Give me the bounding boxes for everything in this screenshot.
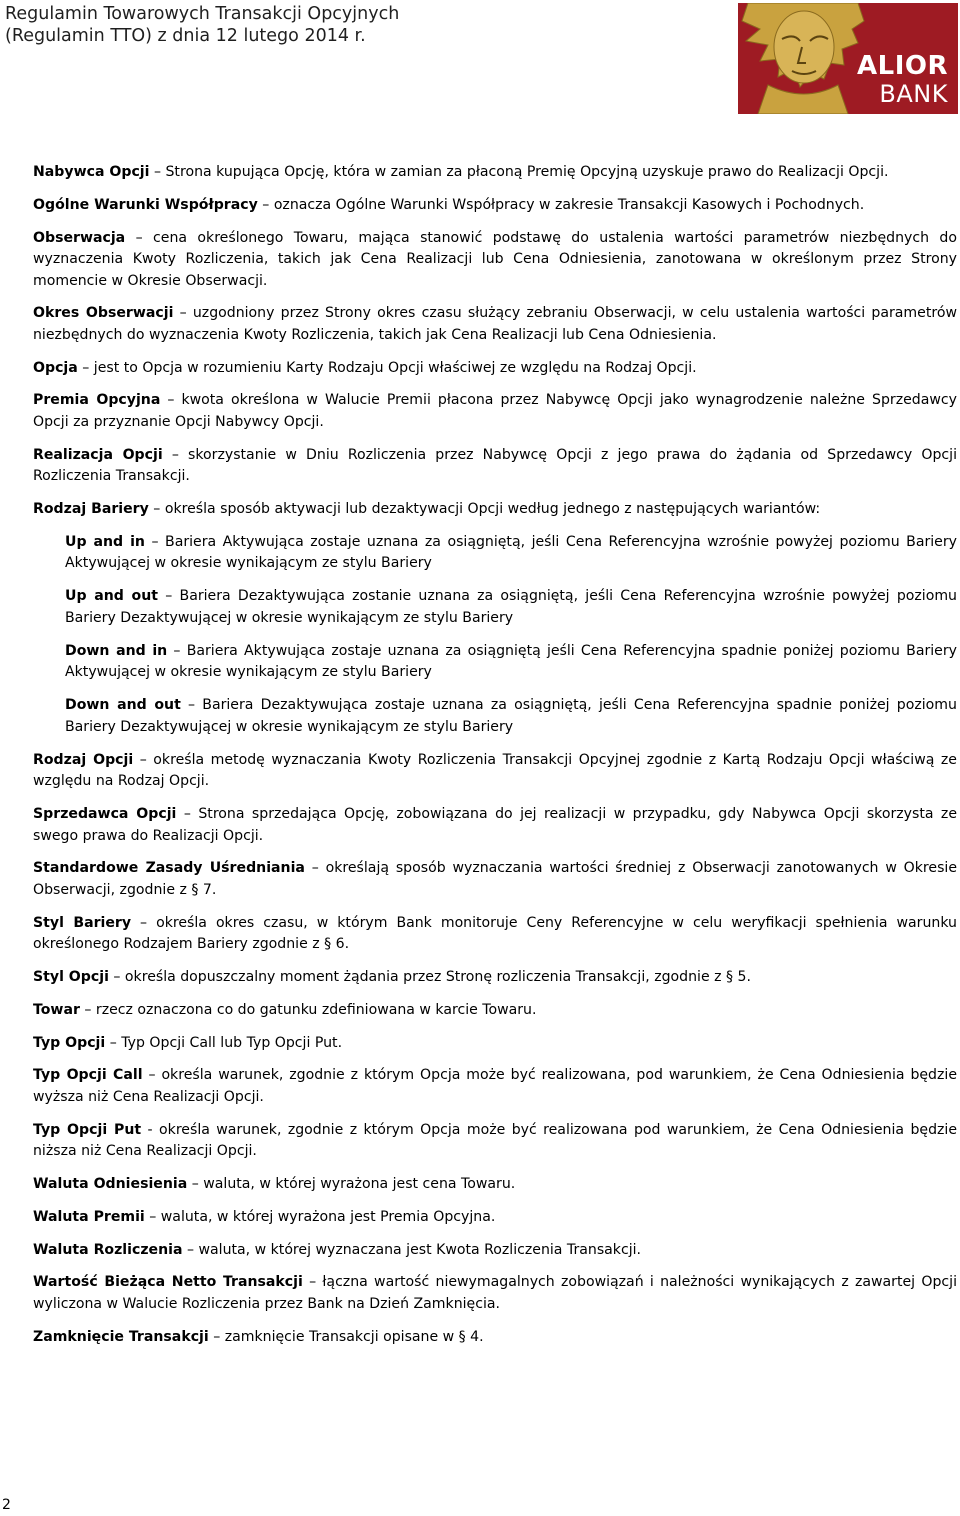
definition-separator: – (105, 1034, 122, 1051)
definition-text: Bariera Aktywująca zostaje uznana za osiągniętą, jeśli Cena Referencyjna wzrośnie powyżej poziomu Bariery Aktywującej w okresie wynikającym ze stylu Bariery (65, 533, 957, 572)
definition-text: określa okres czasu, w którym Bank monitoruje Ceny Referencyjne w celu weryfikacji spełnienia warunku określonego Rodzajem Bariery zgodnie z § 6. (33, 914, 957, 953)
definition-separator: – (162, 446, 189, 463)
definition-item (33, 358, 957, 380)
definition-item (33, 303, 957, 346)
definition-text: Bariera Dezaktywująca zostaje uznana za osiągniętą, jeśli Cena Referencyjna spadnie poniżej poziomu Bariery Dezaktywującej w okresie wynikającym ze stylu Bariery (65, 697, 957, 735)
definition-separator: – (176, 806, 199, 823)
definition-separator: – (208, 1328, 225, 1345)
definition-item (33, 967, 957, 989)
definition-text: uzgodniony przez Strony okres czasu służący zebraniu Obserwacji, w celu ustalenia wartości parametrów niezbędnych do wyznaczenia Kwoty Rozliczenia, takich jak Cena Realizacji lub Cena Odniesienia. (33, 305, 957, 343)
page-number: 2 (2, 1497, 11, 1513)
definition-separator: – (77, 359, 94, 376)
definition-item (33, 162, 957, 184)
barrier-variant-item (65, 641, 957, 684)
definition-separator: – (108, 969, 125, 986)
definition-separator: – (182, 1241, 199, 1258)
definition-separator: – (131, 914, 157, 931)
definition-separator: – (187, 1176, 204, 1193)
definition-item (33, 1240, 957, 1262)
definition-text: określa metodę wyznaczania Kwoty Rozliczenia Transakcji Opcyjnej zgodnie z Kartą Rodzaju Opcji właściwą ze względu na Rodzaj Opcji. (33, 751, 957, 790)
definition-separator: – (157, 588, 180, 605)
definition-term: Typ Opcji (33, 1034, 106, 1051)
definition-term: Up and out (65, 588, 158, 605)
definition-text: określa warunek, zgodnie z którym Opcja może być realizowana, pod warunkiem, że Cena Odniesienia będzie wyższa niż Cena Realizacji Opcji. (33, 1067, 957, 1105)
definition-term: Zamknięcie Transakcji (33, 1328, 209, 1345)
definition-term: Waluta Rozliczenia (33, 1241, 183, 1258)
definition-term: Okres Obserwacji (33, 305, 174, 322)
definition-term: Rodzaj Bariery (33, 501, 149, 518)
definitions-list (33, 162, 957, 1360)
definition-text: jest to Opcja w rozumieniu Karty Rodzaju Opcji właściwej ze względu na Rodzaj Opcji. (93, 359, 697, 376)
header-title-line-1: Regulamin Towarowych Transakcji Opcyjnych (5, 4, 400, 24)
definition-text: Typ Opcji Call lub Typ Opcji Put. (121, 1034, 343, 1051)
definition-separator: – (144, 533, 166, 550)
definition-term: Waluta Premii (33, 1208, 145, 1225)
definition-term: Nabywca Opcji (33, 164, 150, 180)
definition-item (33, 228, 957, 293)
definition-separator: – (302, 1274, 323, 1291)
definition-text: Strona sprzedająca Opcję, zobowiązana do jej realizacji w przypadku, gdy Nabywca Opcji skorzysta ze swego prawa do Realizacji Opcji. (33, 806, 957, 844)
alior-bank-logo (738, 3, 958, 114)
definition-item (33, 1000, 957, 1022)
definition-item (33, 1033, 957, 1055)
definition-item (33, 750, 957, 793)
definition-term: Realizacja Opcji (33, 446, 163, 463)
definition-item (33, 1207, 957, 1229)
definition-text: waluta, w której wyznaczana jest Kwota Rozliczenia Transakcji. (198, 1241, 642, 1258)
definition-item (33, 195, 957, 217)
definition-item (33, 804, 957, 847)
definition-separator: – (79, 1001, 96, 1018)
definition-term: Opcja (33, 359, 78, 376)
definition-item (33, 1174, 957, 1196)
definition-text: cena określonego Towaru, mająca stanowić podstawę do ustalenia wartości parametrów niezbędnych do wyznaczenia Kwoty Rozliczenia, takich jak Cena Realizacji lub Cena Odniesienia, zanotowana w określonym przez Strony momencie w Okresie Obserwacji. (33, 229, 957, 289)
definition-term: Wartość Bieżąca Netto Transakcji (33, 1274, 303, 1291)
definition-text: waluta, w której wyrażona jest cena Towaru. (203, 1176, 516, 1193)
logo-name-bank: BANK (879, 80, 948, 108)
definition-text: określają sposób wyznaczania wartości średniej z Obserwacji zanotowanych w Okresie Obserwacji, zgodnie z § 7. (33, 860, 957, 898)
definition-term: Ogólne Warunki Współpracy (33, 196, 258, 213)
definition-term: Styl Opcji (33, 969, 109, 986)
definition-text: Bariera Dezaktywująca zostanie uznana za osiągniętą, jeśli Cena Referencyjna wzrośnie powyżej poziomu Bariery Dezaktywującej w okresie wynikającym ze stylu Bariery (65, 588, 957, 626)
definition-separator: – (148, 501, 165, 518)
definition-item (33, 445, 957, 488)
definition-item (33, 1065, 957, 1108)
definition-separator: – (167, 642, 187, 659)
header-title-line-2: (Regulamin TTO) z dnia 12 lutego 2014 r. (5, 26, 366, 46)
definition-text: łączna wartość niewymagalnych zobowiązań i należności wynikających z zawartej Opcji wyliczona w Walucie Rozliczenia przez Bank na Dzień Zamknięcia. (33, 1274, 957, 1312)
barrier-variant-item (65, 532, 957, 575)
definition-text: oznacza Ogólne Warunki Współpracy w zakresie Transakcji Kasowych i Pochodnych. (273, 196, 865, 213)
definition-separator: - (141, 1121, 160, 1138)
definition-text: rzecz oznaczona co do gatunku zdefiniowana w karcie Towaru. (95, 1001, 537, 1018)
barrier-variant-item (65, 586, 957, 629)
definition-text: Strona kupująca Opcję, która w zamian za płaconą Premię Opcyjną uzyskuje prawo do Realizacji Opcji. (165, 164, 889, 180)
definition-term: Premia Opcyjna (33, 392, 161, 409)
definition-text: waluta, w której wyrażona jest Premia Opcyjna. (160, 1208, 496, 1225)
definition-separator: – (173, 305, 193, 322)
definition-item (33, 858, 957, 901)
definition-separator: – (257, 196, 274, 213)
definition-separator: – (144, 1208, 161, 1225)
definition-text: Bariera Aktywująca zostaje uznana za osiągniętą jeśli Cena Referencyjna spadnie poniżej poziomu Bariery Aktywującej w okresie wynikającym ze stylu Bariery (65, 642, 957, 681)
definition-separator: – (304, 860, 326, 877)
definition-text: określa dopuszczalny moment żądania przez Stronę rozliczenia Transakcji, zgodnie z § 5. (124, 969, 751, 986)
definition-term: Up and in (65, 533, 145, 550)
document-header-title (5, 3, 399, 47)
definition-term: Towar (33, 1001, 80, 1018)
definition-term: Standardowe Zasady Uśredniania (33, 860, 305, 877)
definition-term: Sprzedawca Opcji (33, 806, 177, 823)
definition-separator: – (133, 751, 154, 768)
definition-separator: – (149, 164, 166, 180)
definition-term: Down and out (65, 697, 181, 714)
definition-item (33, 913, 957, 956)
definition-text: zamknięcie Transakcji opisane w § 4. (224, 1328, 484, 1345)
definition-term: Rodzaj Opcji (33, 751, 134, 768)
definition-term: Obserwacja (33, 229, 126, 246)
definition-term: Styl Bariery (33, 914, 132, 931)
definition-item (33, 1120, 957, 1163)
definition-text: kwota określona w Walucie Premii płacona przez Nabywcę Opcji jako wynagrodzenie należne Sprzedawcy Opcji za przyznanie Opcji Nabywcy Opcji. (33, 392, 957, 430)
definition-item (33, 1272, 957, 1315)
definition-item (33, 1327, 957, 1349)
definition-term: Waluta Odniesienia (33, 1176, 188, 1193)
definition-text: określa warunek, zgodnie z którym Opcja może być realizowana pod warunkiem, że Cena Odniesienia będzie niższa niż Cena Realizacji Opcji. (33, 1121, 958, 1160)
definition-term: Typ Opcji Call (33, 1067, 143, 1084)
logo-name-alior: ALIOR (857, 51, 948, 81)
definition-item (33, 499, 957, 521)
definition-item (33, 390, 957, 433)
definition-separator: – (142, 1067, 162, 1084)
definition-text: określa sposób aktywacji lub dezaktywacji Opcji według jednego z następujących wariantów: (164, 501, 821, 518)
barrier-variant-item (65, 695, 957, 738)
definition-text: skorzystanie w Dniu Rozliczenia przez Nabywcę Opcji z jego prawa do żądania od Sprzedawcy Opcji Rozliczenia Transakcji. (33, 446, 957, 485)
definition-separator: – (180, 697, 203, 714)
definition-term: Typ Opcji Put (33, 1121, 142, 1138)
definition-separator: – (160, 392, 182, 409)
definition-term: Down and in (65, 642, 168, 659)
definition-separator: – (125, 229, 154, 246)
